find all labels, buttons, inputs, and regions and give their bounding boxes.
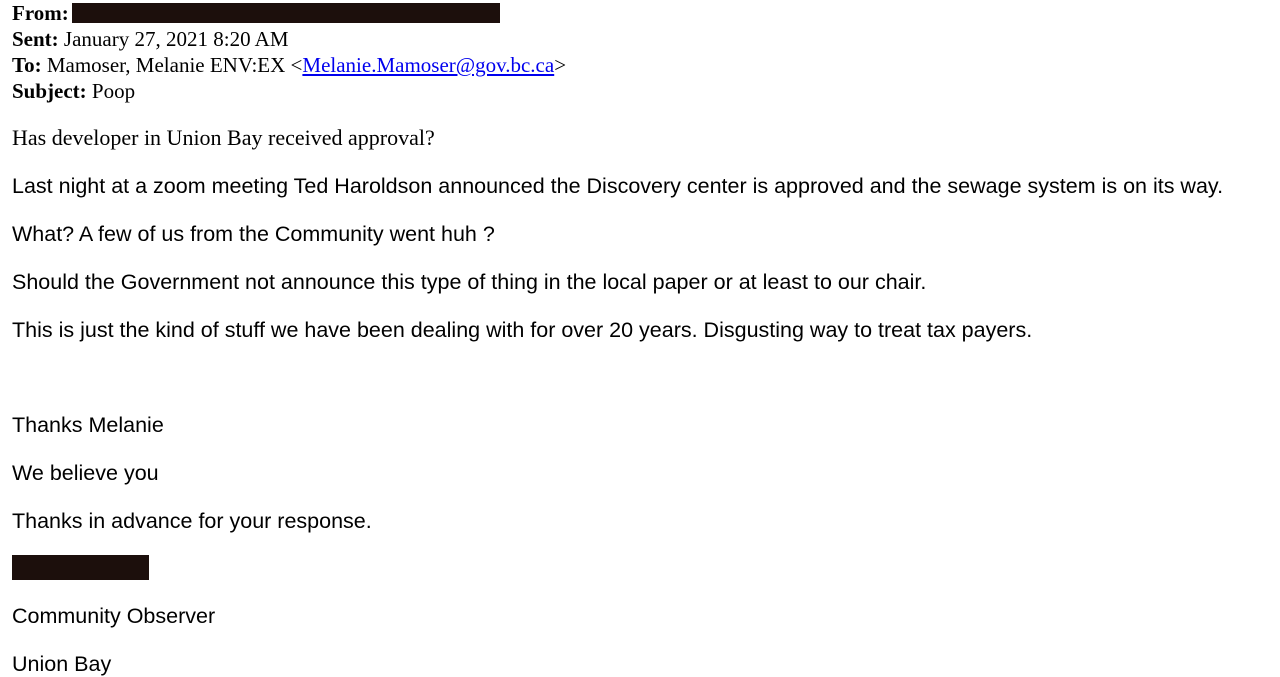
paragraph-4: This is just the kind of stuff we have been dealing with for over 20 years. Disgusting way to treat tax payers.: [12, 318, 1033, 342]
to-name: Mamoser, Melanie ENV:EX <: [46, 53, 303, 77]
subject-label: Subject:: [12, 79, 87, 103]
from-row: [12, 0, 566, 26]
paragraph-1: Last night at a zoom meeting Ted Haroldson announced the Discovery center is approved and the sewage system is on its way.: [12, 174, 1224, 198]
sent-value: January 27, 2021 8:20 AM: [63, 27, 289, 51]
to-row: [12, 52, 566, 78]
signature-title: Community Observer: [12, 604, 216, 628]
redacted-signature-name: [12, 555, 149, 580]
to-close: >: [554, 53, 567, 77]
paragraph-2: What? A few of us from the Community went huh ?: [12, 222, 495, 246]
believe-line: We believe you: [12, 461, 159, 485]
sent-label: Sent:: [12, 27, 59, 51]
subject-row: [12, 78, 566, 104]
sent-row: [12, 26, 566, 52]
advance-line: Thanks in advance for your response.: [12, 509, 372, 533]
signature-location: Union Bay: [12, 652, 112, 676]
recipient-email-link[interactable]: Melanie.Mamoser@gov.bc.ca: [302, 53, 555, 77]
paragraph-3: Should the Government not announce this type of thing in the local paper or at least to our chair.: [12, 270, 927, 294]
subject-value: Poop: [91, 79, 136, 103]
from-label: From:: [12, 1, 69, 25]
thanks-line: Thanks Melanie: [12, 413, 164, 437]
email-header: [12, 0, 566, 104]
question-line: Has developer in Union Bay received approval?: [12, 125, 435, 150]
to-label: To:: [12, 53, 42, 77]
redacted-sender: [72, 3, 500, 23]
